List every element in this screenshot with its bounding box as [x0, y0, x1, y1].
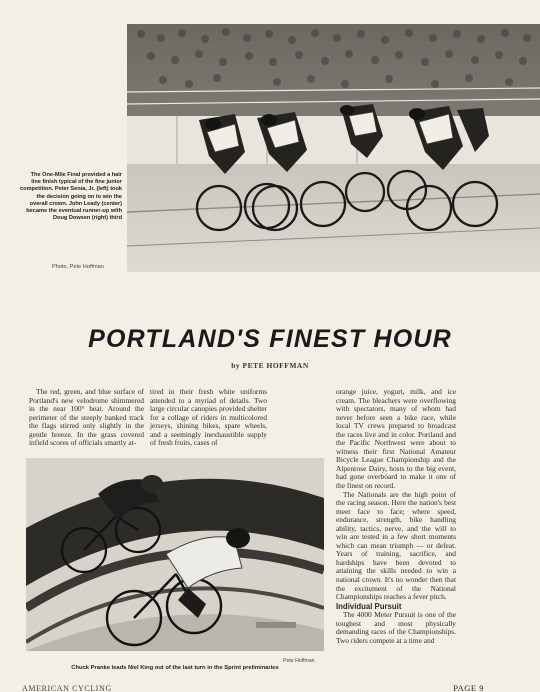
bottom-photo-credit: Pete Hoffman — [283, 658, 315, 664]
article-paragraph: orange juice, yogurt, milk, and ice cream. The bleachers were overflowing with spectators, many of whom had never before seen a bike race, while local TV crews prepared to broadcast the races live and in color. Portland and the Pacific Northwest were about to witness their first National Amateur Bicycle League Championship and the Alpenrose Dairy, hosts to the big event, had gone overboard to make it one of the finest on record. — [336, 387, 456, 491]
race-finish-photo — [127, 24, 540, 272]
article-paragraph: The 4000 Meter Pursuit is one of the toughest and most physically demanding races of the Championships. Two riders compete at a time and — [336, 610, 456, 645]
article-paragraph: The red, green, and blue surface of Portland's new velodrome shimmered in the near 100° heat. Around the perimeter of the steeply banked track the flags stirred only slightly in the gentle breeze. In the grass covered infield scores of officials smartly at- — [29, 387, 144, 448]
article-paragraph: The Nationals are the high point of the racing season. Here the nation's best meet face to face; where speed, endurance, strength, bike handling ability, tactics, nerve, and the will to win are tested in a few short moments which can mean triumph — or defeat. Years of training, sacrifice, and hardships have been devoted to attaining the skills needed to win a national crown. It's no wonder then that the excitement of the National Championships reaches a fever pitch. — [336, 489, 456, 602]
article-paragraph: tired in their fresh white uniforms attended to a myriad of details. Two large circular canopies provided shelter for a collage of riders in multicolored jerseys, shining bikes, spare wheels, and a seemingly inexhaustible supply of fresh fruits, cases of — [150, 387, 267, 448]
article-column-1 — [29, 388, 144, 448]
article-title: PORTLAND'S FINEST HOUR — [88, 325, 452, 353]
page-number: PAGE 9 — [453, 683, 484, 692]
article-column-3 — [336, 388, 456, 645]
sprint-race-photo — [26, 458, 324, 651]
top-photo-credit: Photo, Pete Hoffman — [52, 264, 104, 270]
article-column-2 — [150, 388, 267, 448]
top-photo-caption: The One-Mile Final provided a hair line finish typical of the fine junior competition. Peter Senia, Jr. (left) took the decision going on to win the overall crown. John Leady (center) became the eventual runner-up with Doug Dowsen (right) third — [20, 172, 122, 222]
magazine-name-footer: AMERICAN CYCLING — [22, 684, 112, 692]
article-byline: by PETE HOFFMAN — [231, 361, 309, 370]
section-subhead: Individual Pursuit — [336, 601, 402, 611]
bottom-photo-caption: Chuck Pranke leads Niel King out of the last turn in the Sprint preliminaries — [71, 665, 279, 671]
